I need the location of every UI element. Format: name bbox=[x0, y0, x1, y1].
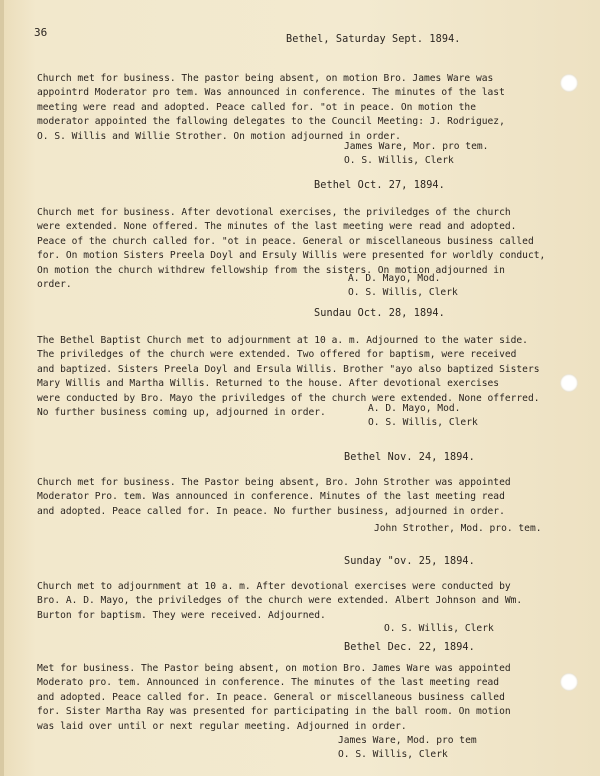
entry-heading: Sunday "ov. 25, 1894. bbox=[344, 556, 475, 567]
signature-line: A. D. Mayo, Mod. bbox=[348, 273, 441, 284]
signature-line: O. S. Willis, Clerk bbox=[338, 749, 448, 761]
entry-body bbox=[37, 476, 557, 519]
signature-line: O. S. Willis, Clerk bbox=[344, 155, 454, 167]
entry-line: and adopted. Peace called for. In peace. No further business, adjourned in order. bbox=[37, 505, 505, 517]
signature-block bbox=[368, 402, 478, 431]
entry-heading: Bethel Oct. 27, 1894. bbox=[314, 180, 445, 191]
entry-body bbox=[37, 334, 557, 420]
entry-line: Met for business. The Pastor being absent, on motion Bro. James Ware was appointed bbox=[37, 663, 511, 674]
punch-hole-top bbox=[560, 74, 578, 92]
page-number: 36 bbox=[34, 26, 48, 39]
signature-block bbox=[338, 734, 477, 763]
entry-line: and baptized. Sisters Preela Doyl and Ersula Willis. Brother "ayo also baptized Sisters bbox=[37, 363, 540, 375]
entry-line: Church met for business. The pastor being absent, on motion Bro. James Ware was bbox=[37, 73, 494, 84]
entry-line: The Bethel Baptist Church met to adjournment at 10 a. m. Adjourned to the water side. bbox=[37, 335, 528, 346]
signature-block bbox=[384, 622, 494, 636]
entry-line: order. bbox=[37, 279, 72, 291]
entry-line: was laid over until or next regular meeting. Adjourned in order. bbox=[37, 720, 407, 732]
signature-line: James Ware, Mor. pro tem. bbox=[344, 141, 489, 152]
entry-heading: Sundau Oct. 28, 1894. bbox=[314, 308, 445, 319]
signature-line: O. S. Willis, Clerk bbox=[384, 623, 494, 634]
entry-line: appointrd Moderator pro tem. Was announced in conference. The minutes of the last bbox=[37, 87, 505, 99]
entry-line: Church met for business. The Pastor being absent, Bro. John Strother was appointed bbox=[37, 477, 511, 488]
entry-line: Moderator Pro. tem. Was announced in conference. Minutes of the last meeting read bbox=[37, 491, 505, 503]
entry-line: and adopted. Peace called for. In peace. General or miscellaneous business called bbox=[37, 691, 505, 703]
signature-block bbox=[348, 272, 458, 301]
entry-line: for. Sister Martha Ray was presented for participating in the ball room. On motion bbox=[37, 706, 511, 718]
entry-line: moderator appointed the fallowing delegates to the Council Meeting: J. Rodriguez, bbox=[37, 116, 505, 128]
signature-line: O. S. Willis, Clerk bbox=[368, 417, 478, 429]
punch-hole-middle bbox=[560, 374, 578, 392]
entry-heading: Bethel, Saturday Sept. 1894. bbox=[286, 34, 461, 45]
binding-edge bbox=[0, 0, 4, 776]
entry-heading: Bethel Dec. 22, 1894. bbox=[344, 642, 475, 653]
entry-line: The priviledges of the church were extended. Two offered for baptism, were received bbox=[37, 349, 517, 361]
punch-hole-bottom bbox=[560, 673, 578, 691]
entry-line: Bro. A. D. Mayo, the priviledges of the church were extended. Albert Johnson and Wm. bbox=[37, 595, 523, 607]
entry-line: Burton for baptism. They were received. Adjourned. bbox=[37, 609, 326, 621]
entry-body bbox=[37, 72, 557, 144]
signature-line: A. D. Mayo, Mod. bbox=[368, 403, 461, 414]
entry-line: On motion the church withdrew fellowship from the sisters. On motion adjourned in bbox=[37, 264, 505, 276]
entry-line: O. S. Willis and Willie Strother. On motion adjourned in order. bbox=[37, 130, 401, 142]
entry-line: Moderato pro. tem. Announced in conference. The minutes of the last meeting read bbox=[37, 677, 500, 689]
entry-line: Mary Willis and Martha Willis. Returned to the house. After devotional exercises bbox=[37, 378, 500, 390]
entry-line: meeting were read and adopted. Peace called for. "ot in peace. On motion the bbox=[37, 101, 476, 113]
entry-body bbox=[37, 580, 557, 623]
entry-heading: Bethel Nov. 24, 1894. bbox=[344, 452, 475, 463]
entry-line: Peace of the church called for. "ot in peace. General or miscellaneous business called bbox=[37, 235, 534, 247]
signature-block bbox=[374, 522, 542, 536]
entry-line: Church met for business. After devotional exercises, the priviledges of the church bbox=[37, 207, 511, 218]
entry-line: Church met to adjournment at 10 a. m. After devotional exercises were conducted by bbox=[37, 581, 511, 592]
entry-line: were extended. None offered. The minutes of the last meeting were read and adopted. bbox=[37, 221, 517, 233]
signature-line: John Strother, Mod. pro. tem. bbox=[374, 523, 542, 534]
signature-block bbox=[344, 140, 488, 169]
entry-body bbox=[37, 206, 557, 292]
entry-body bbox=[37, 662, 557, 734]
entry-line: No further business coming up, adjourned in order. bbox=[37, 407, 326, 419]
entry-line: were conducted by Bro. Mayo the priviledges of the church were extended. None offerred. bbox=[37, 392, 540, 404]
entry-line: for. On motion Sisters Preela Doyl and Ersuly Willis were presented for worldly conduct, bbox=[37, 250, 546, 262]
signature-line: James Ware, Mod. pro tem bbox=[338, 735, 477, 746]
signature-line: O. S. Willis, Clerk bbox=[348, 287, 458, 299]
